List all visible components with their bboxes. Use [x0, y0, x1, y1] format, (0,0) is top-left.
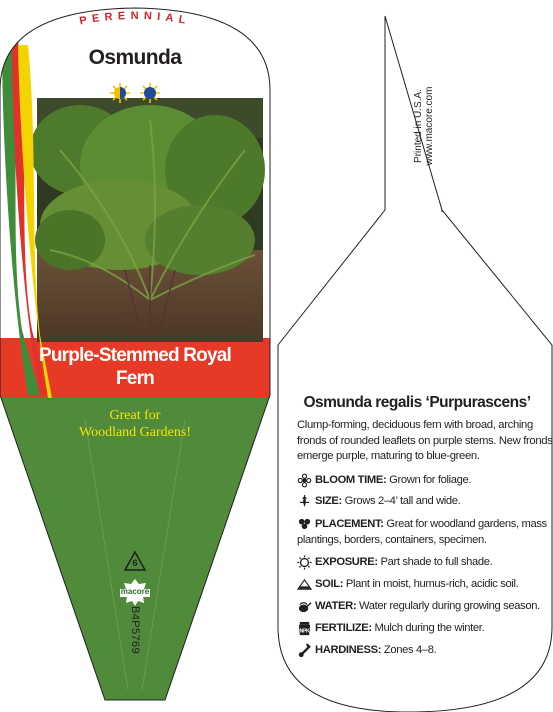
genus-title: Osmunda	[88, 46, 182, 69]
description-line: emerge purple, maturing to blue-green.	[297, 450, 480, 462]
common-name-line1: Purple-Stemmed Royal	[39, 345, 231, 366]
botanical-name: Osmunda regalis ‘Purpurascens’	[303, 394, 531, 411]
attr-value: Grows 2–4’ tall and wide.	[344, 495, 461, 507]
attr-placement	[297, 517, 547, 548]
size-icon	[297, 494, 312, 509]
shade-icon	[140, 83, 160, 103]
attr-size	[315, 495, 460, 507]
attr-value: Water regularly during growing season.	[358, 600, 540, 612]
attr-water	[315, 600, 540, 612]
attr-label: HARDINESS:	[315, 644, 382, 656]
description-line: fronds of rounded leaflets on purple stems. New fronds	[297, 434, 553, 447]
printed-in: Printed in U.S.A.	[413, 89, 424, 163]
attr-label: EXPOSURE:	[315, 556, 378, 568]
plant-photo	[30, 98, 265, 342]
recycle-number: 6	[132, 558, 138, 568]
attr-value: Part shade to full shade.	[380, 556, 493, 568]
npk-icon	[297, 621, 312, 636]
tagline-line2: Woodland Gardens!	[78, 425, 191, 440]
attr-value: Grown for foliage.	[389, 474, 472, 486]
attr-label: WATER:	[315, 600, 357, 612]
svg-text:PERENNIAL	[79, 10, 192, 27]
attr-value: Great for woodland gardens, mass	[386, 518, 547, 530]
soil-icon	[297, 577, 312, 592]
attr-hardiness	[315, 644, 436, 656]
attr-value: Zones 4–8.	[383, 644, 437, 656]
brand-label: macore	[120, 587, 150, 596]
attr-value: Mulch during the winter.	[374, 622, 485, 634]
flower-icon	[297, 473, 312, 488]
placement-icon	[297, 516, 312, 531]
attr-value: Plant in moist, humus-rich, acidic soil.	[345, 578, 519, 590]
attr-label: SIZE:	[315, 495, 342, 507]
attr-fertilize	[299, 622, 485, 635]
product-code: B4P5769	[129, 606, 141, 655]
category-label	[60, 6, 210, 26]
attr-label: FERTILIZE:	[315, 622, 372, 634]
attr-label: PLACEMENT:	[315, 518, 384, 530]
part-sun-icon	[110, 83, 130, 103]
tagline-line1: Great for	[109, 408, 161, 423]
npk-text: NPK	[299, 628, 310, 635]
description-line: Clump-forming, deciduous fern with broad, arching	[297, 419, 533, 431]
attr-value-continued: plantings, borders, containers, specimen.	[297, 533, 487, 546]
attr-exposure	[315, 556, 492, 568]
common-name-line2: Fern	[116, 368, 154, 389]
description	[297, 418, 553, 465]
attr-bloom-time	[315, 474, 471, 486]
attr-label: SOIL:	[315, 578, 344, 590]
attr-soil	[315, 578, 518, 590]
category-text: PERENNIAL	[78, 9, 192, 28]
website: www.macore.com	[424, 86, 435, 166]
thermometer-icon	[297, 643, 312, 658]
attr-label: BLOOM TIME:	[315, 474, 387, 486]
sun-icon	[297, 555, 312, 570]
watering-can-icon	[297, 599, 312, 614]
